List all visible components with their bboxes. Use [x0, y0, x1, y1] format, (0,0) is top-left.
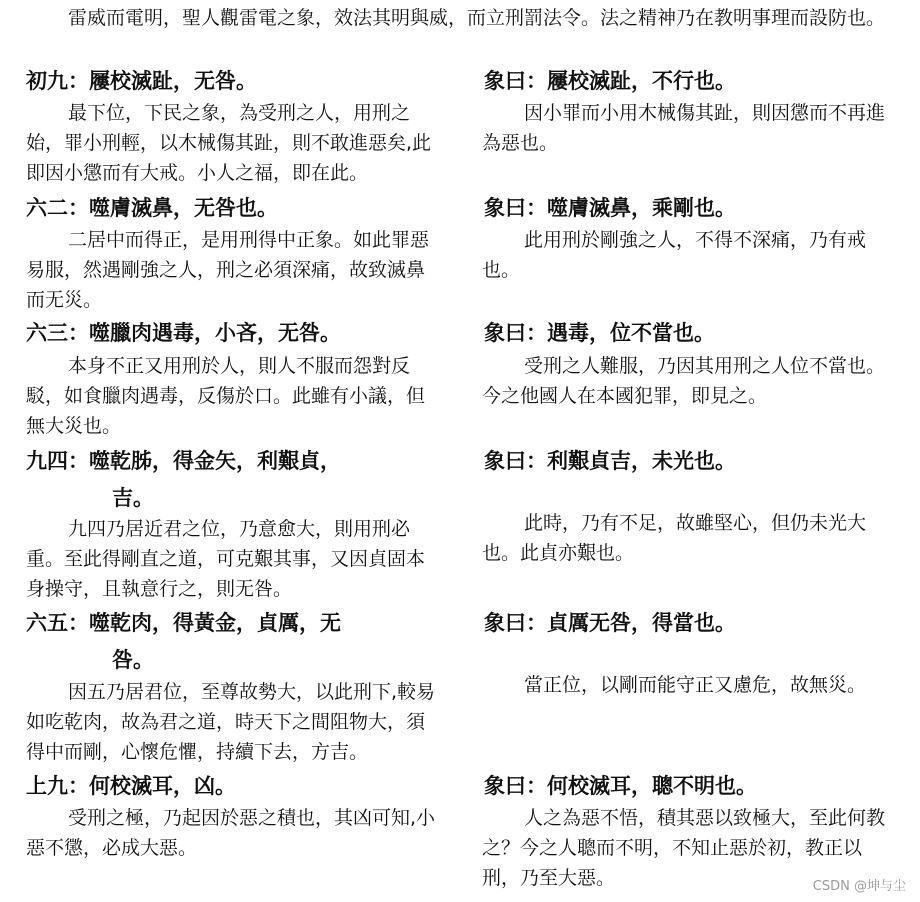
- line-4-heading: 九四：噬乾胏，得金矢，利艱貞，: [26, 448, 341, 473]
- line-3-xiang-heading: 象曰：遇毒，位不當也。: [484, 320, 715, 345]
- line-1-xiang-text: 因小罪而小用木械傷其趾，則因懲而不再進為惡也。: [482, 102, 886, 154]
- line-4-xiang-heading: 象曰：利艱貞吉，未光也。: [484, 448, 736, 473]
- line-5-xiang-heading: 象曰：貞厲无咎，得當也。: [484, 610, 736, 635]
- watermark: CSDN @坤与尘: [812, 879, 906, 894]
- line-5-xiang-text: 當正位，以剛而能守正又慮危，故無災。: [524, 674, 867, 696]
- line-5-text: 因五乃居君位，至尊故勢大，以此刑下,較易如吃乾肉，故為君之道，時天下之間阻物大，須得中而剛，心懷危懼，持續下去，方吉。: [26, 681, 436, 763]
- line-4-text: 九四乃居近君之位，乃意愈大，則用刑必重。至此得剛直之道，可克艱其事，又因貞固本身操守，且執意行之，則无咎。: [26, 518, 426, 600]
- line-1-text: 最下位，下民之象，為受刑之人，用刑之始，罪小刑輕，以木械傷其趾，則不敢進惡矣,此即因小懲而有大戒。小人之福，即在此。: [26, 102, 432, 184]
- line-2-xiang-heading: 象曰：噬膚滅鼻，乘剛也。: [484, 195, 736, 220]
- line-6-heading: 上九：何校滅耳，凶。: [26, 773, 236, 798]
- line-6-xiang-text: 人之為惡不悟，積其惡以致極大，至此何教之？今之人聰而不明，不知止惡於初，教正以刑，乃至大惡。: [482, 807, 886, 889]
- intro-paragraph: 雷威而電明，聖人觀雷電之象，效法其明與威，而立刑罰法令。法之精神乃在教明事理而設防也。: [68, 7, 886, 29]
- line-2-text: 二居中而得正，是用刑得中正象。如此罪惡易服，然遇剛強之人，刑之必須深痛，故致滅鼻而无災。: [26, 229, 430, 311]
- line-6-text: 受刑之極，乃起因於惡之積也，其凶可知,小惡不懲，必成大惡。: [26, 807, 436, 859]
- line-4-xiang-text: 此時，乃有不足，故雖堅心，但仍未光大也。此貞亦艱也。: [482, 512, 867, 564]
- line-2-xiang-text: 此用刑於剛強之人，不得不深痛，乃有戒也。: [482, 229, 867, 281]
- line-6-xiang-heading: 象曰：何校滅耳，聰不明也。: [484, 773, 757, 798]
- line-3-text: 本身不正又用刑於人，則人不服而怨對反駁，如食臘肉遇毒，反傷於口。此雖有小議，但無大災也。: [26, 355, 426, 437]
- line-3-heading: 六三：噬臘肉遇毒，小吝，无咎。: [26, 320, 341, 345]
- line-1-xiang-heading: 象曰：屨校滅趾，不行也。: [484, 68, 736, 93]
- line-3-xiang-text: 受刑之人難服，乃因其用刑之人位不當也。今之他國人在本國犯罪，即見之。: [482, 355, 886, 407]
- line-5-heading-continuation: 咎。: [112, 647, 154, 672]
- line-1-heading: 初九：屨校滅趾，无咎。: [26, 68, 257, 93]
- line-5-heading: 六五：噬乾肉，得黃金，貞厲，无: [26, 610, 341, 635]
- line-2-heading: 六二：噬膚滅鼻，无咎也。: [26, 195, 278, 220]
- line-4-heading-continuation: 吉。: [112, 485, 154, 510]
